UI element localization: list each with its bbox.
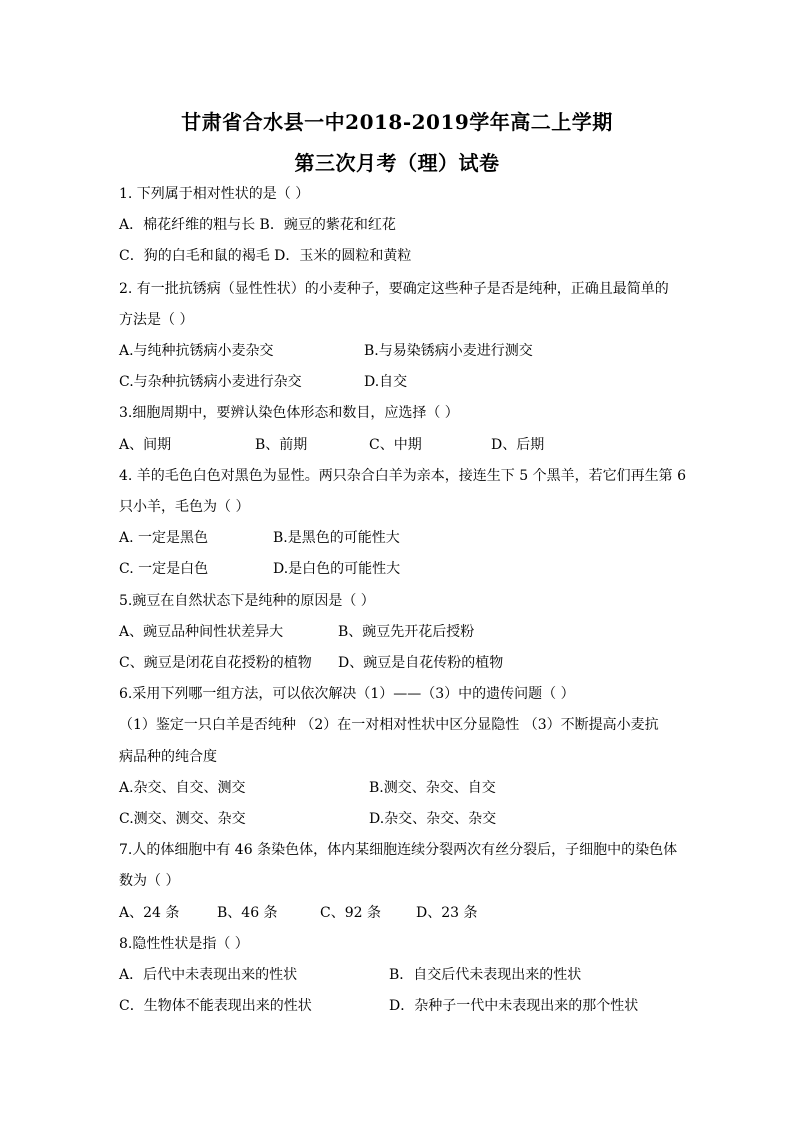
q3-option-c: C、中期 [369,437,422,453]
q7-option-a: A、24 条 [119,905,180,921]
q2-options-row2 [119,374,699,390]
q3-option-a: A、间期 [119,437,172,453]
q3-options-row [119,437,699,453]
q8-option-d: D．杂种子一代中未表现出来的那个性状 [389,998,639,1014]
exam-title-line2: 第三次月考（理）试卷 [294,151,500,175]
q2-option-b: B.与易染锈病小麦进行测交 [364,343,533,359]
q4-options-row2 [119,561,699,577]
q5-option-b: B、豌豆先开花后授粉 [338,624,475,640]
q7-stem-line2: 数为（ ） [119,873,180,889]
q1-options-row1: A．棉花纤维的粗与长 B．豌豆的紫花和红花 [119,217,396,233]
q7-options-row [119,905,699,921]
q4-options-row1 [119,530,699,546]
q5-options-row2 [119,655,699,671]
q6-sub-line1: （1）鉴定一只白羊是否纯种 （2）在一对相对性状中区分显隐性 （3）不断提高小麦抗 [119,717,659,733]
q8-option-b: B．自交后代未表现出来的性状 [389,967,582,983]
q5-option-c: C、豌豆是闭花自花授粉的植物 [119,655,312,671]
q3-option-b: B、前期 [255,437,308,453]
q7-option-c: C、92 条 [320,905,381,921]
q3-stem: 3.细胞周期中，要辨认染色体形态和数目，应选择（ ） [119,405,459,421]
q7-option-b: B、46 条 [217,905,278,921]
q2-stem-line2: 方法是（ ） [119,312,194,328]
q1-options-row2: C．狗的白毛和鼠的褐毛 D．玉米的圆粒和黄粒 [119,248,412,264]
q3-option-d: D、后期 [491,437,545,453]
q8-options-row1 [119,967,699,983]
q6-sub-line2: 病品种的纯合度 [119,749,217,765]
q8-stem: 8.隐性性状是指（ ） [119,936,249,952]
q5-options-row1 [119,624,699,640]
q2-options-row1 [119,343,699,359]
q5-option-a: A、豌豆品种间性状差异大 [119,624,284,640]
q4-option-b: B.是黑色的可能性大 [273,530,400,546]
q8-option-c: C．生物体不能表现出来的性状 [119,998,312,1014]
q7-stem-line1: 7.人的体细胞中有 46 条染色体，体内某细胞连续分裂两次有丝分裂后，子细胞中的染色体 [119,842,678,858]
q4-stem-line2: 只小羊，毛色为（ ） [119,499,250,515]
q2-stem-line1: 2. 有一批抗锈病（显性性状）的小麦种子，要确定这些种子是否是纯种，正确且最简单的 [119,281,669,297]
q5-stem: 5.豌豆在自然状态下是纯种的原因是（ ） [119,593,375,609]
q2-option-c: C.与杂种抗锈病小麦进行杂交 [119,374,302,390]
q6-stem: 6.采用下列哪一组方法，可以依次解决（1）——（3）中的遗传问题（ ） [119,686,575,702]
q6-options-row2 [119,811,699,827]
q4-option-a: A. 一定是黑色 [119,530,209,546]
q4-stem-line1: 4. 羊的毛色白色对黑色为显性。两只杂合白羊为亲本，接连生下 5 个黑羊，若它们再生第 6 [119,468,686,484]
exam-title-line1: 甘肃省合水县一中2018-2019学年高二上学期 [181,110,613,134]
q6-option-d: D.杂交、杂交、杂交 [369,811,497,827]
q6-option-c: C.测交、测交、杂交 [119,811,246,827]
q8-option-a: A．后代中未表现出来的性状 [119,967,298,983]
q4-option-c: C. 一定是白色 [119,561,209,577]
q6-options-row1 [119,780,699,796]
q6-option-a: A.杂交、自交、测交 [119,780,246,796]
q8-options-row2 [119,998,699,1014]
q4-option-d: D.是白色的可能性大 [273,561,401,577]
q5-option-d: D、豌豆是自花传粉的植物 [338,655,504,671]
q6-option-b: B.测交、杂交、自交 [369,780,496,796]
q2-option-d: D.自交 [364,374,408,390]
q1-stem: 1. 下列属于相对性状的是（ ） [119,186,310,202]
q7-option-d: D、23 条 [416,905,478,921]
q2-option-a: A.与纯种抗锈病小麦杂交 [119,343,274,359]
